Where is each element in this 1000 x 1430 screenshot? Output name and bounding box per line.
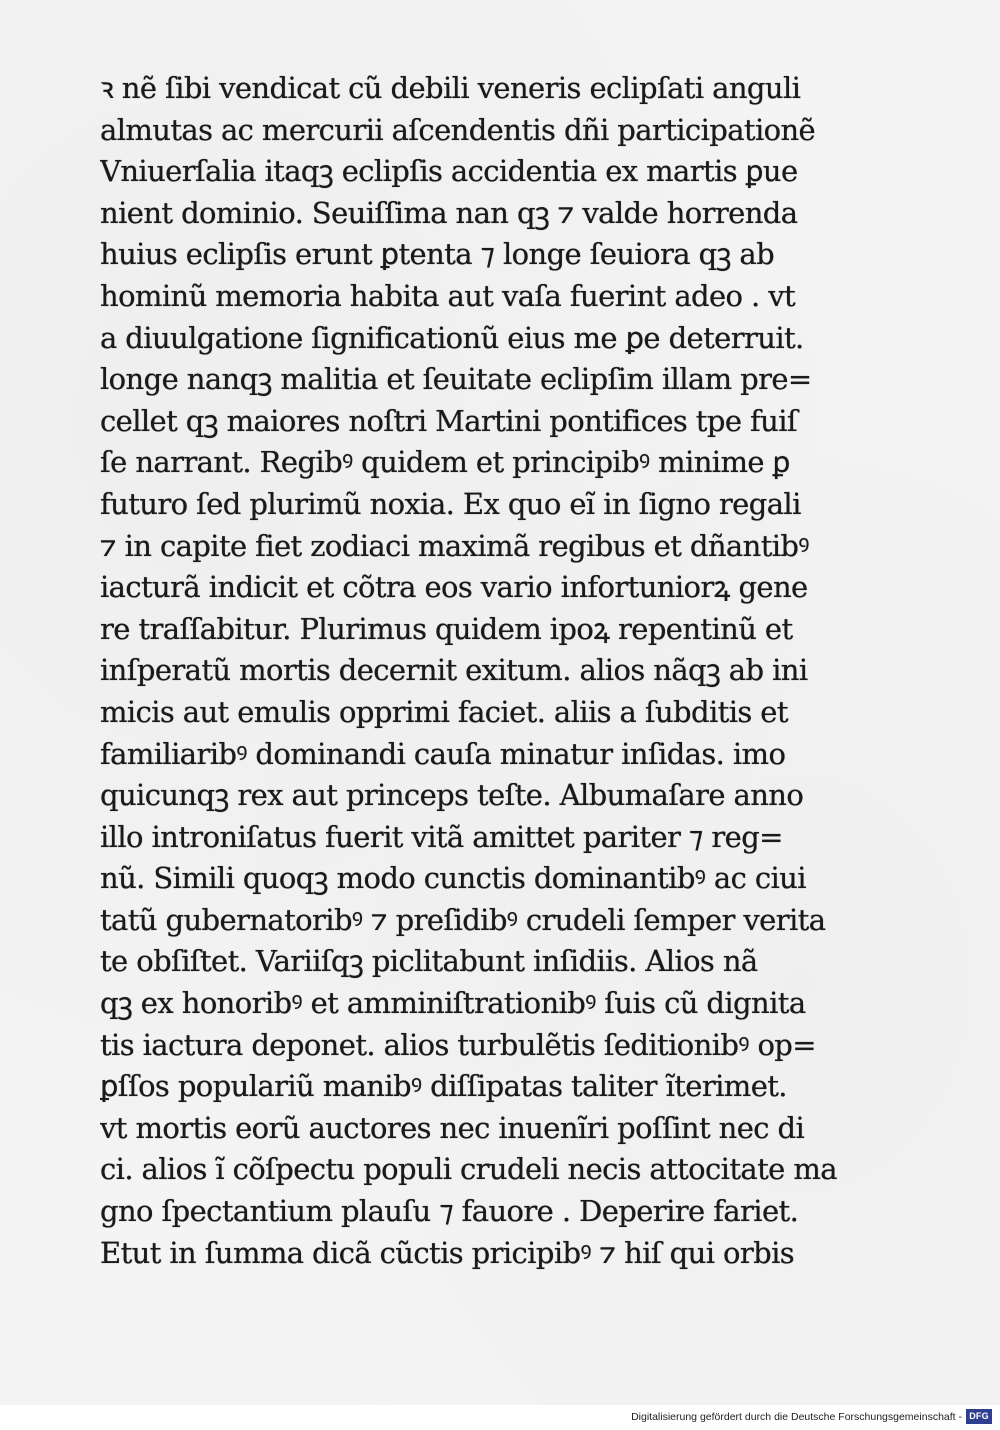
text-line: cellet qꝫ maiores noſtri Martini pontifices tpe fuiſ (100, 403, 798, 438)
text-line: hominũ memoria habita aut vaſa fuerint adeo . vt (100, 278, 796, 313)
text-line: Vniuerſalia itaqꝫ eclipſis accidentia ex martis ꝑue (100, 154, 798, 189)
text-line: tatũ gubernatoribꝰ ⁊ preſidibꝰ crudeli ſemper verita (100, 902, 826, 937)
text-line: huius eclipſis erunt ꝑtenta ⁊ longe ſeuiora qꝫ ab (100, 237, 775, 272)
text-line: nient dominio. Seuiſſima nan qꝫ ⁊ valde horrenda (100, 195, 798, 230)
text-line: almutas ac mercurii aſcendentis dñi participationẽ (100, 112, 816, 147)
text-line: te obſiſtet. Variiſqꝫ piclitabunt inſidiis. Alios nã (100, 944, 758, 979)
text-line: iacturã indicit et cõtra eos vario infortuniorꝝ gene (100, 570, 808, 605)
text-line: futuro ſed plurimũ noxia. Ex quo eĩ in ſigno regali (100, 486, 801, 521)
text-line: ꝑſſos populariũ manibꝰ diſſipatas taliter ĩterimet. (100, 1069, 787, 1104)
text-line: inſperatũ mortis decernit exitum. alios nãqꝫ ab ini (100, 653, 808, 688)
text-line: tis iactura deponet. alios turbulẽtis ſeditionibꝰ op= (100, 1027, 816, 1062)
text-line: familiaribꝰ dominandi cauſa minatur inſidas. imo (100, 736, 786, 771)
text-line: ꝛ nẽ ſibi vendicat cũ debili veneris eclipſati anguli (100, 71, 801, 105)
dfg-logo-icon: DFG (966, 1409, 992, 1424)
text-line: micis aut emulis opprimi faciet. aliis a ſubditis et (100, 694, 788, 729)
funding-credit: Digitalisierung gefördert durch die Deutsche Forschungsgemeinschaft - (631, 1411, 962, 1423)
text-line: gno ſpectantium plauſu ⁊ fauore . Deperire fariet. (100, 1194, 799, 1229)
text-line: qꝫ ex honoribꝰ et amminiſtrationibꝰ ſuis cũ dignita (100, 986, 806, 1021)
text-line: quicunqꝫ rex aut princeps teſte. Albumaſare anno (100, 778, 804, 813)
text-line: nũ. Simili quoqꝫ modo cunctis dominantibꝰ ac ciui (100, 861, 806, 896)
text-line: longe nanqꝫ malitia et ſeuitate eclipſim illam pre= (100, 362, 812, 397)
text-line: illo introniſatus fuerit vitã amittet pariter ⁊ reg= (100, 819, 783, 854)
text-line: ſe narrant. Regibꝰ quidem et principibꝰ minime ꝑ (100, 445, 790, 480)
blackletter-text-block (100, 68, 950, 1274)
text-line: a diuulgatione ſignificationũ eius me ꝑe deterruit. (100, 320, 804, 355)
text-line: re traſſabitur. Plurimus quidem ipoꝝ repentinũ et (100, 611, 793, 646)
text-line: vt mortis eorũ auctores nec inuenĩri poſſint nec di (100, 1110, 805, 1145)
text-line: ci. alios ĩ cõſpectu populi crudeli necis attocitate ma (100, 1152, 837, 1187)
text-line: Etut in ſumma dicã cũctis pricipibꝰ ⁊ hiſ qui orbis (100, 1235, 795, 1270)
digitization-footer (0, 1405, 1000, 1430)
text-line: ⁊ in capite fiet zodiaci maximã regibus et dñantibꝰ (100, 528, 809, 563)
